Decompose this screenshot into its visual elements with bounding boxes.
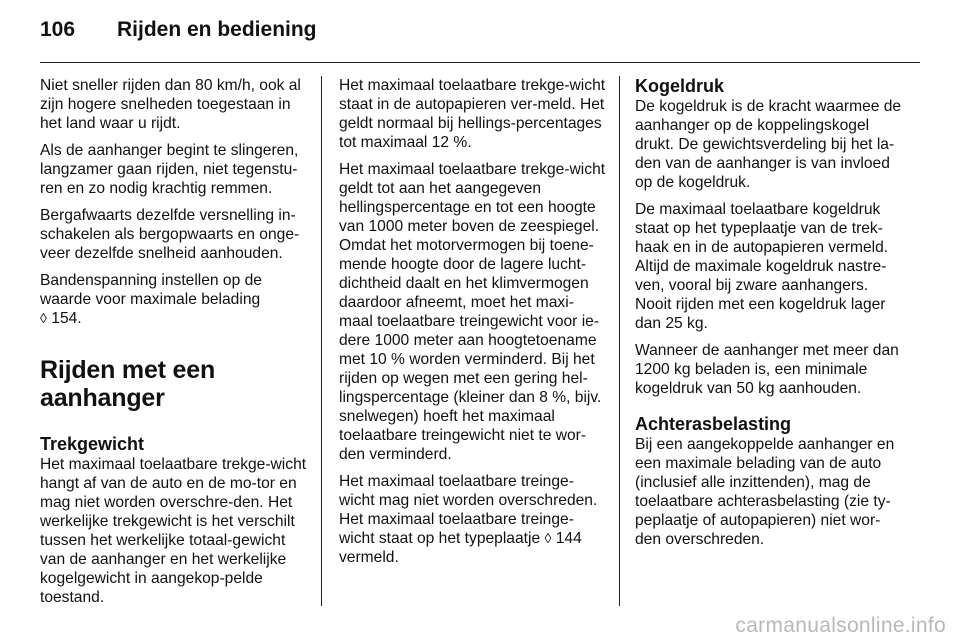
paragraph-kogeldruk-max: De maximaal toelaatbare kogeldruk staat op het typeplaatje van de trek-haak en in de autopapieren vermeld. Altijd de maximale kogeldruk nastre-ven, vooral bij zware aanhangers. Nooit rijden met een kogeldruk lager dan 25 kg. [635,201,889,332]
paragraph-train-weight [339,472,606,567]
paragraph-speed: Niet sneller rijden dan 80 km/h, ook al zijn hogere snelheden toegestaan in het land waar u rijdt. [40,77,301,132]
paragraph-altitude: Het maximaal toelaatbare trekge-wicht geldt tot aan het aangegeven hellingspercentage en tot een hoogte van 1000 meter boven de zeespiegel. Omdat het motorvermogen bij toene-mende hoogte door de lagere lucht-dichtheid daalt en het klimvermogen daardoor afneemt, moet het maxi-maal toelaatbare treingewicht voor ie-dere 1000 meter aan hoogtetoename met 10 % worden verminderd. Bij het rijden op wegen met een gering hel-lingspercentage (kleiner dan 8 %, bijv. snelwegen) hoeft het maximaal toelaatbare treingewicht niet te wor-den verminderd. [339,161,606,463]
train-weight-end: vermeld. [339,549,399,566]
header-rule [40,62,920,63]
column-2 [339,76,606,575]
column-divider [321,76,322,606]
subheading-kogeldruk: Kogeldruk [635,76,725,96]
watermark-text: carmanualsonline.info [735,614,946,637]
tyre-pressure-page-ref[interactable]: 154. [51,310,82,327]
cross-reference-icon: ◊ [544,530,552,546]
tyre-pressure-text: Bandenspanning instellen op de waarde voor maximale belading [40,272,262,308]
paragraph-max-towing: Het maximaal toelaatbare trekge-wicht staat in de autopapieren ver-meld. Het geldt normaal bij hellings-percentages tot maximaal 12 %. [339,77,606,151]
subheading-achterasbelasting: Achterasbelasting [635,414,792,434]
paragraph-kogeldruk-min: Wanneer de aanhanger met meer dan 1200 kg beladen is, een minimale kogeldruk van 50 kg aanhouden. [635,342,899,397]
running-title: Rijden en bediening [117,18,317,41]
paragraph-swaying: Als de aanhanger begint te slingeren, langzamer gaan rijden, niet tegenstu-ren en zo nodig krachtig remmen. [40,142,299,197]
column-1 [40,76,307,615]
section-title: Rijden met een aanhanger [40,356,216,412]
page-number: 106 [40,18,76,41]
train-weight-text: Het maximaal toelaatbare treinge-wicht mag niet worden overschreden. Het maximaal toelaatbare treinge-wicht staat op het typeplaatje [339,473,598,547]
paragraph-tyre-pressure [40,271,307,328]
paragraph-kogeldruk-definition: De kogeldruk is de kracht waarmee de aanhanger op de koppelingskogel drukt. De gewichtsverdeling bij het la-den van de aanhanger is van invloed op de kogeldruk. [635,98,902,191]
train-weight-page-ref[interactable]: 144 [555,530,582,547]
column-divider [619,76,620,606]
subheading-trekgewicht: Trekgewicht [40,434,145,454]
paragraph-downhill: Bergafwaarts dezelfde versnelling in-schakelen als bergopwaarts en onge-veer dezelfde snelheid aanhouden. [40,207,300,262]
cross-reference-icon: ◊ [40,310,47,326]
paragraph-trekgewicht: Het maximaal toelaatbare trekge-wicht hangt af van de auto en de mo-tor en mag niet worden overschre-den. Het werkelijke trekgewicht is het verschilt tussen het werkelijke totaal-gewicht van de aanhanger en het werkelijke kogelgewicht in aangekop-pelde toestand. [40,456,307,606]
column-3 [635,76,903,557]
paragraph-achterasbelasting: Bij een aangekoppelde aanhanger en een maximale belading van de auto (inclusief alle inzittenden), mag de toelaatbare achterasbelasting (zie ty-peplaatje of autopapieren) niet wor-den overschreden. [635,436,895,548]
page-header [40,18,920,48]
